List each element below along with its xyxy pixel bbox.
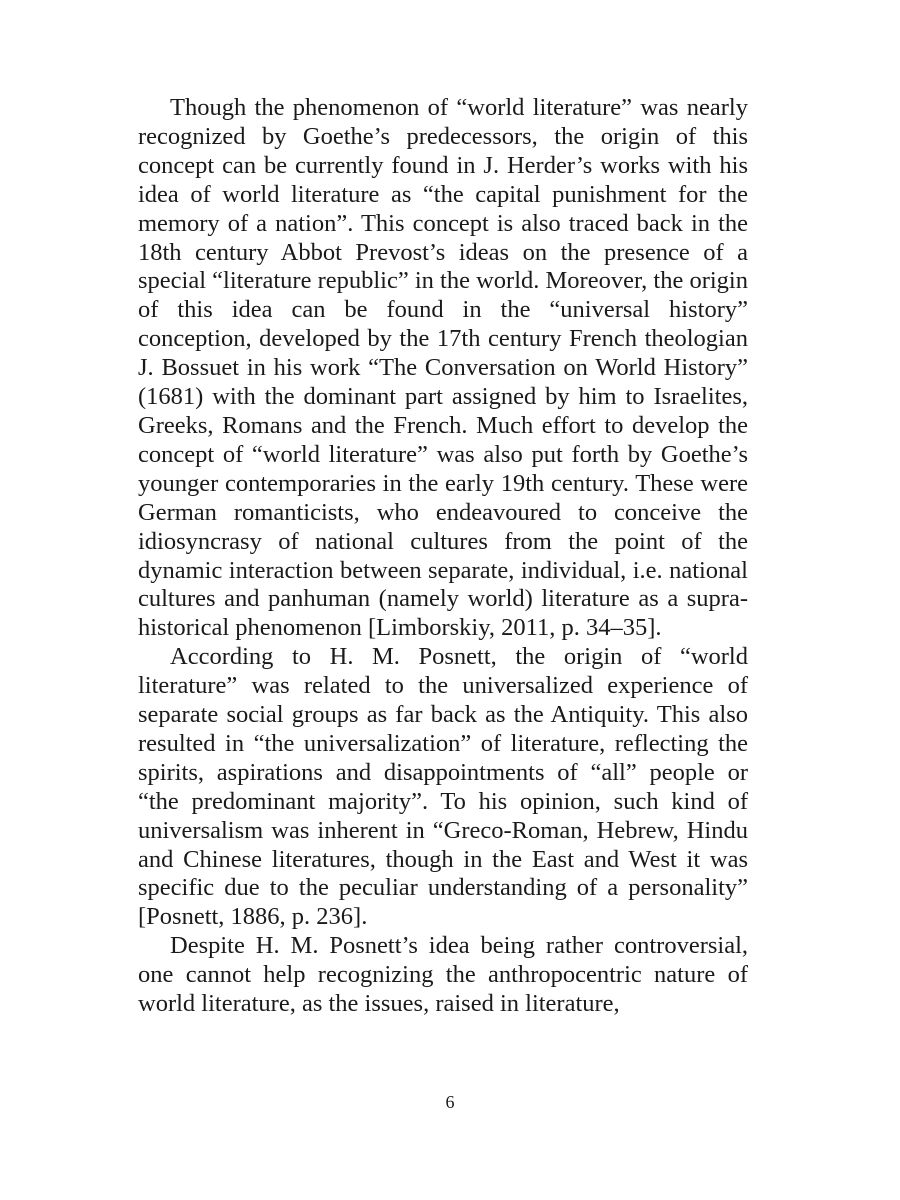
page-number: 6 [445, 1092, 455, 1112]
paragraph-world-literature-origin: Though the phenomenon of “world literature” was nearly recognized by Goethe’s predecessors, the origin of this concept can be currently found in J. Herder’s works with his idea of world literature as “the capital punishment for the memory of a nation”. This concept is also traced back in the 18th century Abbot Prevost’s ideas on the presence of a special “literature republic” in the world. Moreover, the origin of this idea can be found in the “universal history” conception, developed by the 17th century French theologian J. Bossuet in his work “The Conversation on World History” (1681) with the dominant part assigned by him to Israelites, Greeks, Romans and the French. Much effort to develop the concept of “world literature” was also put forth by Goethe’s younger contemporaries in the early 19th century. These were German romanticists, who endeavoured to conceive the idiosyncrasy of national cultures from the point of the dynamic interaction between separate, individual, i.e. national cultures and panhuman (namely world) literature as a supra-historical phenomenon [Limborskiy, 2011, p. 34–35]. [138, 94, 748, 642]
paragraph-anthropocentric-nature: Despite H. M. Posnett’s idea being rather controversial, one cannot help recognizing the anthropocentric nature of world literature, as the issues, raised in literature, [138, 932, 748, 1018]
body-text [138, 94, 748, 1019]
paragraph-posnett-universalization: According to H. M. Posnett, the origin of “world literature” was related to the universalized experience of separate social groups as far back as the Antiquity. This also resulted in “the universalization” of literature, reflecting the spirits, aspirations and disappointments of “all” people or “the predominant majority”. To his opinion, such kind of universalism was inherent in “Greco-Roman, Hebrew, Hindu and Chinese literatures, though in the East and West it was specific due to the peculiar understanding of a personality” [Posnett, 1886, p. 236]. [138, 643, 748, 931]
